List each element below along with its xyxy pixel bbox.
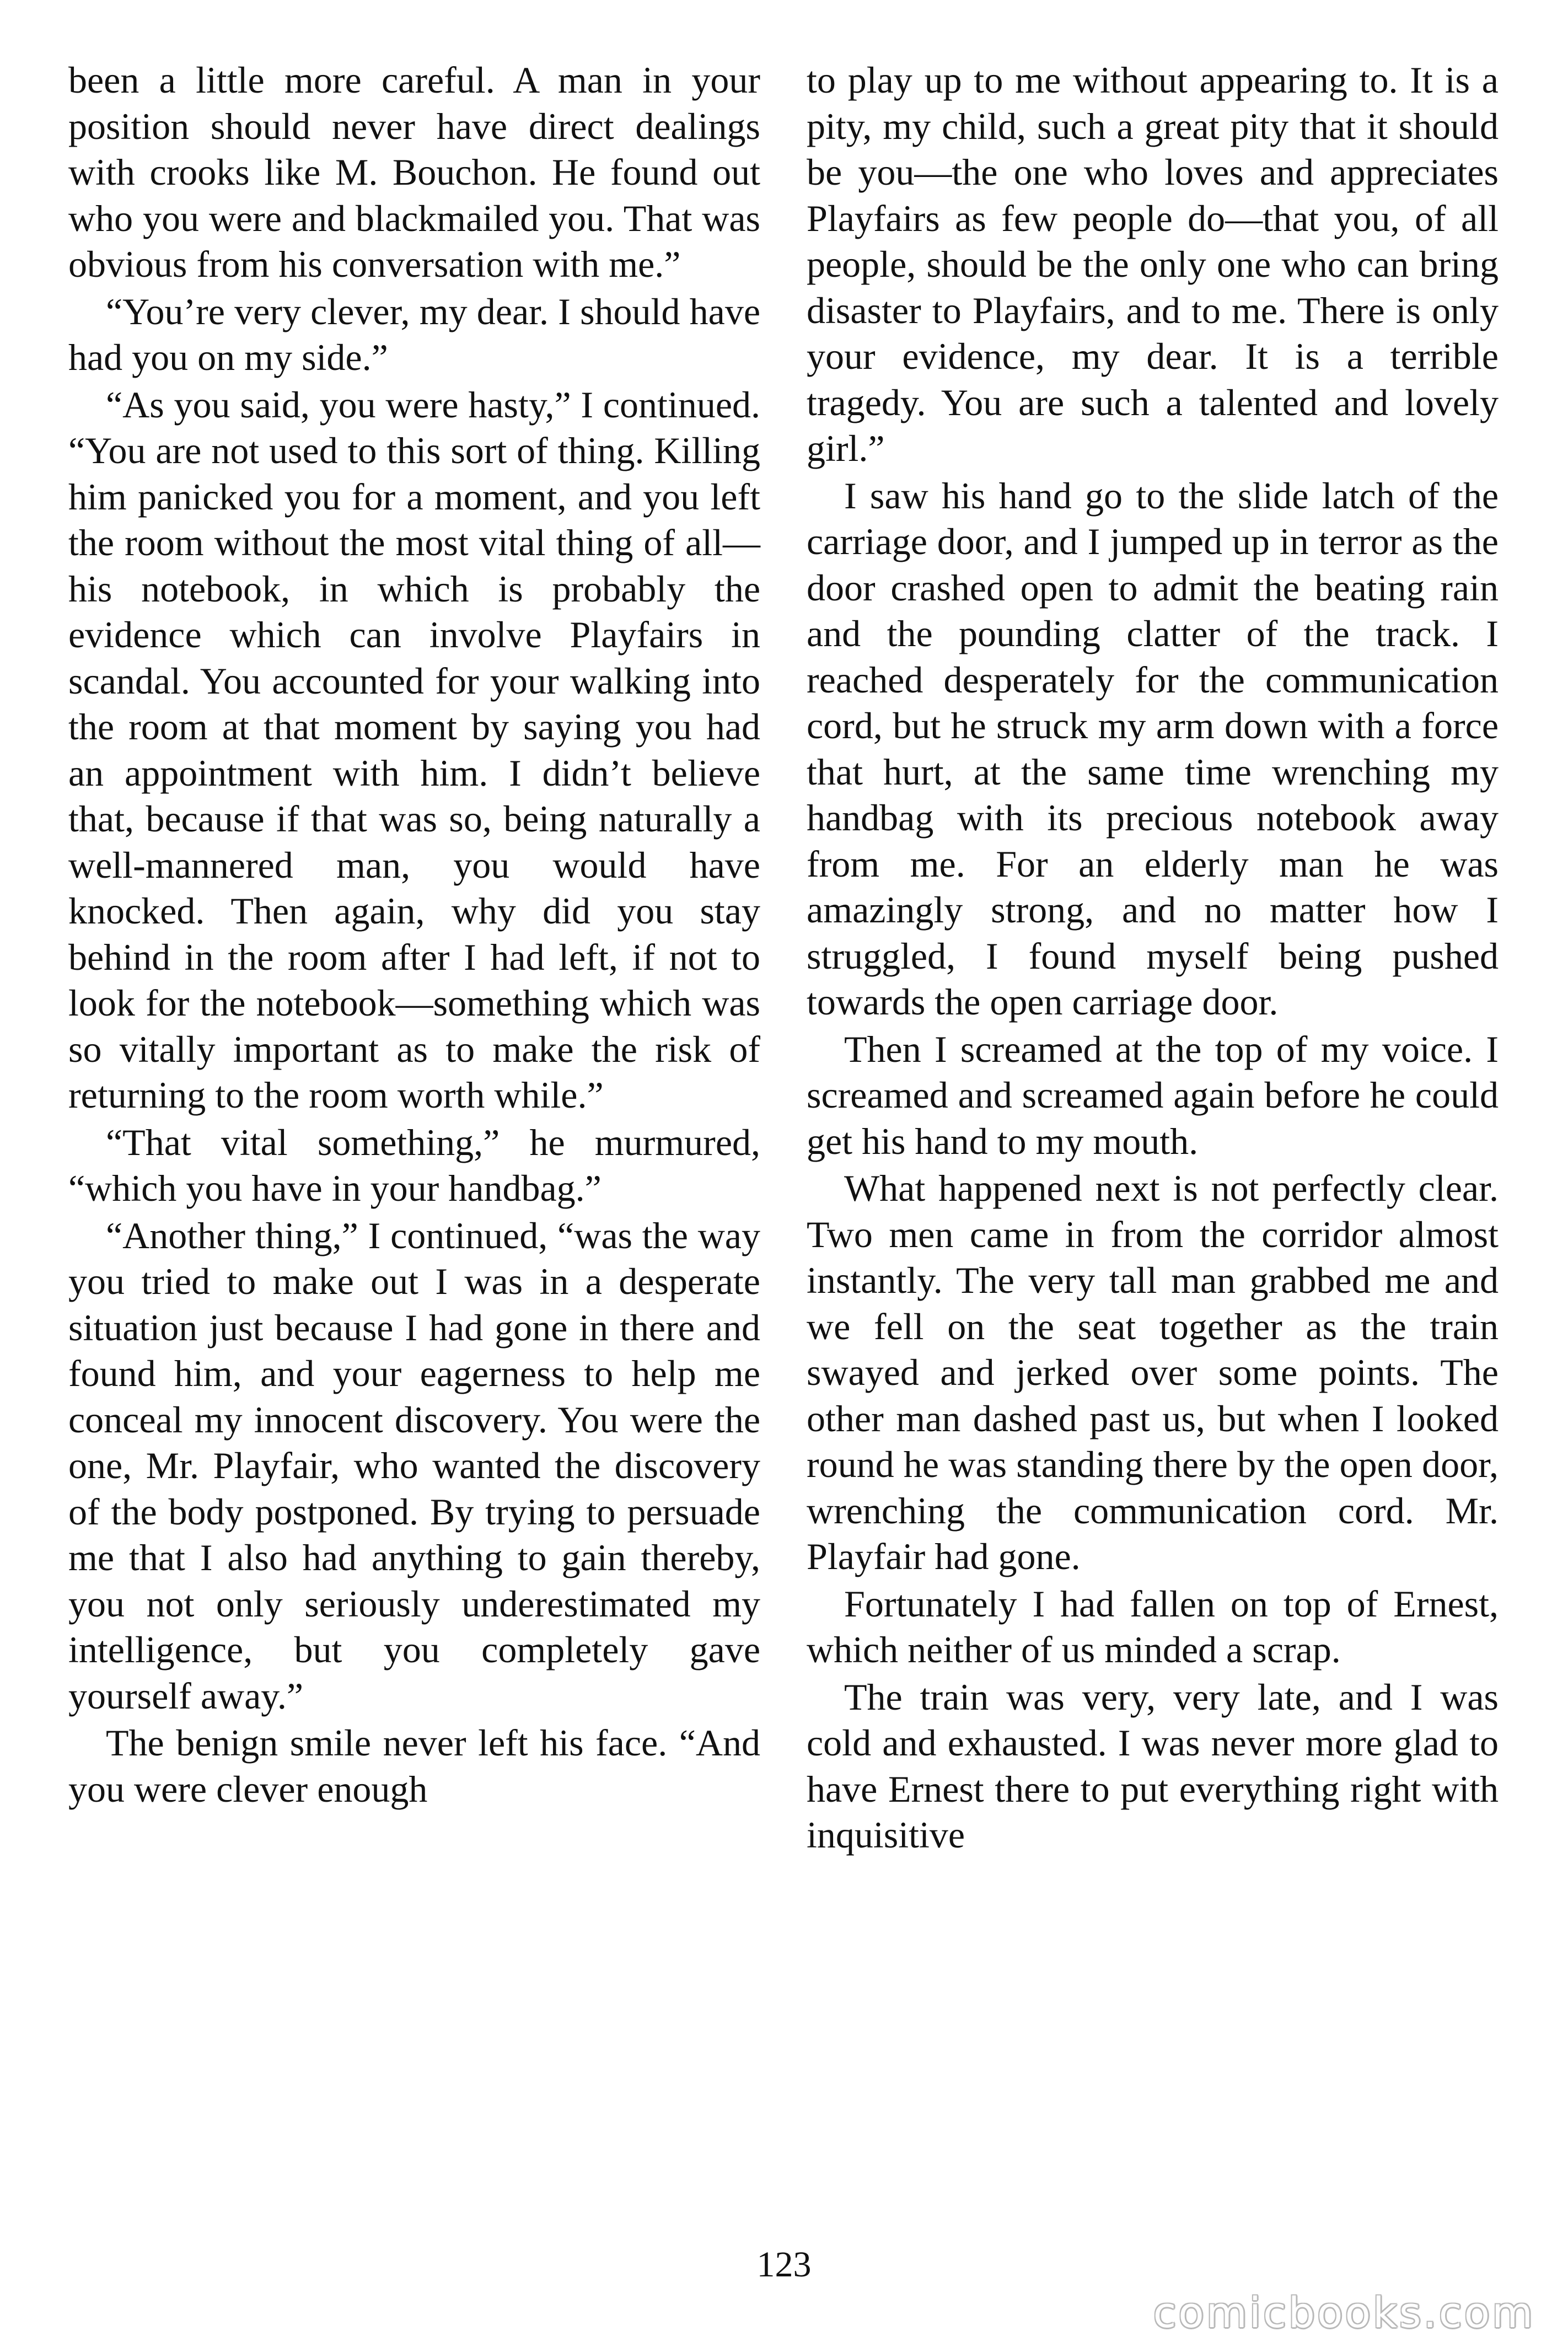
paragraph: The benign smile never left his face. “And you were clever enough xyxy=(68,1722,760,1810)
paragraph: Then I screamed at the top of my voice. I screamed and screamed again before he could get his hand to my mouth. xyxy=(807,1028,1499,1162)
right-text-column xyxy=(807,57,1499,1860)
paragraph: to play up to me without appearing to. It is a pity, my child, such a great pity that it should be you—the one who loves and appreciates Playfairs as few people do—that you, of all people, should be the only one who can bring disaster to Playfairs, and to me. There is only your evidence, my dear. It is a terrible tragedy. You are such a talented and lovely girl.” xyxy=(807,59,1499,469)
left-text-column xyxy=(68,57,760,1813)
paragraph: I saw his hand go to the slide latch of the carriage door, and I jumped up in terror as the door crashed open to admit the beating rain and the pounding clatter of the track. I reached desperately for the communication cord, but he struck my arm down with a force that hurt, at the same time wrenching my handbag with its precious notebook away from me. For an elderly man he was amazingly strong, and no matter how I struggled, I found myself being pushed towards the open carriage door. xyxy=(807,474,1499,1023)
paragraph: The train was very, very late, and I was cold and exhausted. I was never more glad to have Ernest there to put everything right with inquisitive xyxy=(807,1675,1499,1856)
watermark: comicbooks.com xyxy=(1153,2288,1535,2337)
paragraph: Fortunately I had fallen on top of Ernest, which neither of us minded a scrap. xyxy=(807,1582,1499,1670)
paragraph: “That vital something,” he murmured, “which you have in your handbag.” xyxy=(68,1121,760,1209)
paragraph: “You’re very clever, my dear. I should have had you on my side.” xyxy=(68,290,760,378)
page-number: 123 xyxy=(756,2244,812,2285)
paragraph: What happened next is not perfectly clear. Two men came in from the corridor almost instantly. The very tall man grabbed me and we fell on the seat together as the train swayed and jerked over some points. The other man dashed past us, but when I looked round he was standing there by the open door, wrenching the communication cord. Mr. Playfair had gone. xyxy=(807,1167,1499,1577)
paragraph: “As you said, you were hasty,” I continued. “You are not used to this sort of thing. Killing him panicked you for a moment, and you left the room without the most vital thing of all—his notebook, in which is probably the evidence which can involve Playfairs in scandal. You accounted for your walking into the room at that moment by saying you had an appointment with him. I didn’t believe that, because if that was so, being naturally a well-mannered man, you would have knocked. Then again, why did you stay behind in the room after I had left, if not to look for the notebook—something which was so vitally important as to make the risk of returning to the room worth while.” xyxy=(68,383,760,1116)
paragraph: been a little more careful. A man in your position should never have direct dealings with crooks like M. Bouchon. He found out who you were and blackmailed you. That was obvious from his conversation with me.” xyxy=(68,59,760,285)
paragraph: “Another thing,” I continued, “was the way you tried to make out I was in a desperate situation just because I had gone in there and found him, and your eagerness to help me conceal my innocent discovery. You were the one, Mr. Playfair, who wanted the discovery of the body postponed. By trying to persuade me that I also had anything to gain thereby, you not only seriously underestimated my intelligence, but you completely gave yourself away.” xyxy=(68,1214,760,1717)
